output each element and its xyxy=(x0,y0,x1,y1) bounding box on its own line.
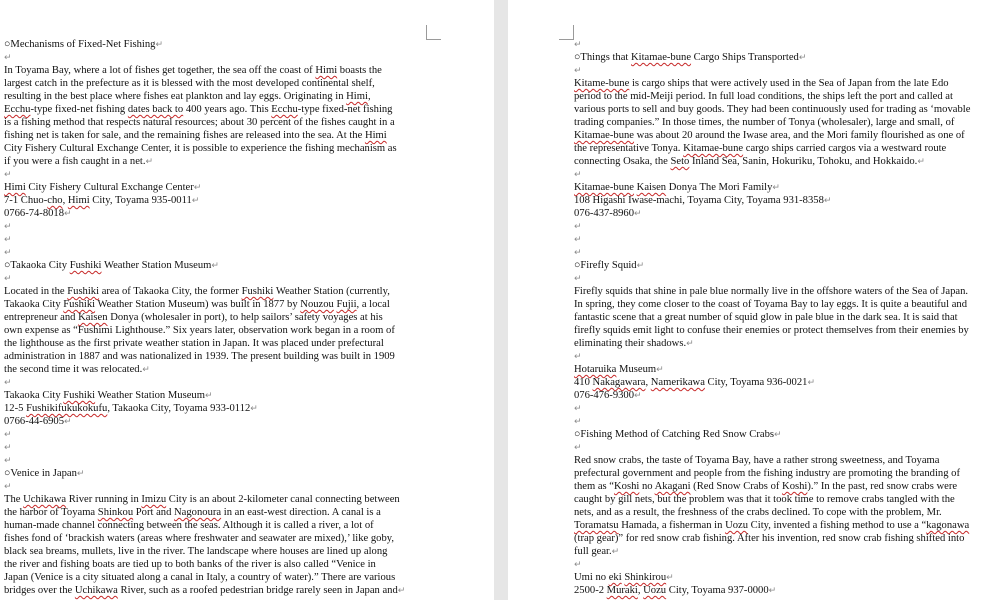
paragraph-mark: ↵ xyxy=(574,443,582,453)
paragraph-mark: ↵ xyxy=(250,404,258,414)
address-line: 2500-2 Muraki, Uozu City, Toyama 937-0000↵ xyxy=(574,585,777,596)
paragraph-mark: ↵ xyxy=(574,222,582,232)
paragraph-mark: ↵ xyxy=(656,365,664,375)
paragraph-mark: ↵ xyxy=(145,157,154,167)
paragraph-line: caught by gill nets, but the problem was that it took time to remove crabs tangled with the xyxy=(574,494,955,505)
paragraph-line: fantastic scene that a great number of squid glow in pale blue in the dark sea. It is said that xyxy=(574,312,958,323)
address-line: 7-1 Chuo-cho, Himi City, Toyama 935-0011↵ xyxy=(4,195,200,206)
paragraph-mark: ↵ xyxy=(774,430,782,440)
empty-paragraph xyxy=(4,168,424,181)
paragraph-mark: ↵ xyxy=(4,235,12,245)
empty-paragraph xyxy=(574,38,1000,51)
paragraph-line: Kitamae-bune was about 20 around the Iwase area, and the Mori family flourished as one of xyxy=(574,130,965,141)
address-line: 0766-44-6905↵ xyxy=(4,416,72,427)
empty-paragraph xyxy=(4,233,424,246)
paragraph-mark: ↵ xyxy=(666,573,674,583)
address-line: Hotaruika Museum↵ xyxy=(574,364,664,375)
empty-paragraph xyxy=(4,428,424,441)
section-heading: ○Mechanisms of Fixed-Net Fishing↵ xyxy=(4,39,164,50)
empty-paragraph xyxy=(574,272,1000,285)
paragraph-mark: ↵ xyxy=(574,170,582,180)
paragraph-mark: ↵ xyxy=(4,170,12,180)
address-line: 0766-74-8018↵ xyxy=(4,208,72,219)
paragraph-mark: ↵ xyxy=(917,157,925,167)
address-line: Kitamae-bune Kaisen Donya The Mori Family↵ xyxy=(574,182,780,193)
paragraph-mark: ↵ xyxy=(574,404,582,414)
section-heading: ○Things that Kitamae-bune Cargo Ships Transported↵ xyxy=(574,52,807,63)
paragraph-line: the river and fishing boats are tied up to both banks of the river is also called “Venice in xyxy=(4,559,376,570)
address-line: 410 Nakagawara, Namerikawa City, Toyama 936-0021↵ xyxy=(574,377,815,388)
empty-paragraph xyxy=(574,415,1000,428)
paragraph-line: nets, and as a result, the freshness of the crabs declined. To cope with the problem, Mr. xyxy=(574,507,942,518)
section-heading: ○Venice in Japan↵ xyxy=(4,468,85,479)
margin-corner-mark xyxy=(426,25,441,40)
section-heading: ○Firefly Squid↵ xyxy=(574,260,645,271)
empty-paragraph xyxy=(4,220,424,233)
paragraph-mark: ↵ xyxy=(4,53,12,63)
paragraph-line: trading companies.” In those times, the number of Tonya (wholesaler), large and small, of xyxy=(574,117,955,128)
paragraph-mark: ↵ xyxy=(204,391,213,401)
paragraph-mark: ↵ xyxy=(4,378,12,388)
paragraph-mark: ↵ xyxy=(574,248,582,258)
paragraph-mark: ↵ xyxy=(4,443,12,453)
margin-corner-mark xyxy=(559,25,574,40)
paragraph-mark: ↵ xyxy=(4,430,12,440)
paragraph-mark: ↵ xyxy=(574,274,582,284)
paragraph-mark: ↵ xyxy=(807,378,815,388)
empty-paragraph xyxy=(4,480,424,493)
paragraph-mark: ↵ xyxy=(686,339,694,349)
paragraph-line: Red snow crabs, the taste of Toyama Bay, have a rather strong sweetness, and Toyama xyxy=(574,455,940,466)
section-heading: ○Fishing Method of Catching Red Snow Crabs↵ xyxy=(574,429,782,440)
paragraph-line: is a fishing method that respects natural resources; about 30 percent of the fishes caught in a xyxy=(4,117,395,128)
empty-paragraph xyxy=(574,246,1000,259)
paragraph-line: the second time it was relocated.↵ xyxy=(4,364,150,375)
paragraph-mark: ↵ xyxy=(574,66,582,76)
empty-paragraph xyxy=(4,376,424,389)
paragraph-line: Takaoka City Fushiki Weather Station Museum) was built in 1877 by Nouzou Fujii, a local xyxy=(4,299,390,310)
paragraph-line: if you were a fish caught in a net.↵ xyxy=(4,156,154,167)
empty-paragraph xyxy=(574,558,1000,571)
empty-paragraph xyxy=(4,441,424,454)
paragraph-mark: ↵ xyxy=(193,183,202,193)
paragraph-mark: ↵ xyxy=(76,469,85,479)
address-line: 108 Higashi Iwase-machi, Toyama City, Toyama 931-8358↵ xyxy=(574,195,832,206)
paragraph-mark: ↵ xyxy=(4,274,12,284)
paragraph-line: prefectural government and people from the fishing industry are promoting the branding of xyxy=(574,468,960,479)
section-heading: ○Takaoka City Fushiki Weather Station Museum↵ xyxy=(4,260,219,271)
paragraph-line: (trap gear)” for red snow crab fishing. After his invention, red snow crab fishing shifted into xyxy=(574,533,965,544)
paragraph-mark: ↵ xyxy=(397,586,406,596)
paragraph-mark: ↵ xyxy=(574,235,582,245)
empty-paragraph xyxy=(574,220,1000,233)
empty-paragraph xyxy=(4,454,424,467)
paragraph-line: full gear.↵ xyxy=(574,546,620,557)
paragraph-line: fishing net is taken for sale, and the remaining fishes are released into the sea. At the Himi xyxy=(4,130,387,141)
paragraph-line: own expense as “Fushimi Lighthouse.” Six years later, observation work began in a room of xyxy=(4,325,395,336)
paragraph-line: In Toyama Bay, where a lot of fishes get together, the sea off the coast of Himi boasts the xyxy=(4,65,382,76)
paragraph-line: bridges over the Uchikawa River, such as a roofed pedestrian bridge rarely seen in Japan and↵ xyxy=(4,585,406,596)
paragraph-mark: ↵ xyxy=(191,196,200,206)
paragraph-line: them as “Koshi no Akagani (Red Snow Crabs of Koshi).” In the past, red snow crabs were xyxy=(574,481,958,492)
paragraph-mark: ↵ xyxy=(4,456,12,466)
empty-paragraph xyxy=(574,168,1000,181)
paragraph-line: various ports to sell and buy goods. They had been continuously used for trading as ‘movable xyxy=(574,104,971,115)
empty-paragraph xyxy=(574,233,1000,246)
paragraph-mark: ↵ xyxy=(574,417,582,427)
paragraph-line: human-made channel connecting between the seas. Although it is called a river, a lot of xyxy=(4,520,374,531)
paragraph-line: administration in 1887 and was nationalized in 1939. The present building was built in 1909 xyxy=(4,351,395,362)
paragraph-line: fishes fond of ‘brackish waters (areas where freshwater and seawater are mixed),’ like goby, xyxy=(4,533,395,544)
address-line: Himi City Fishery Cultural Exchange Center↵ xyxy=(4,182,202,193)
paragraph-mark: ↵ xyxy=(798,53,807,63)
paragraph-line: the lighthouse as the first private weather station in Japan. It was placed under prefectural xyxy=(4,338,384,349)
paragraph-mark: ↵ xyxy=(636,261,645,271)
empty-paragraph xyxy=(574,402,1000,415)
paragraph-line: black sea breams, mullets, live in the river. The landscape where houses are lined up along xyxy=(4,546,388,557)
paragraph-mark: ↵ xyxy=(211,261,219,271)
paragraph-line: the harbor of Toyama Shinkou Port and Nagonoura in an east-west direction. A canal is a xyxy=(4,507,381,518)
address-line: 076-437-8960↵ xyxy=(574,208,642,219)
paragraph-mark: ↵ xyxy=(611,547,620,557)
paragraph-line: eliminating their shadows.↵ xyxy=(574,338,694,349)
paragraph-mark: ↵ xyxy=(64,417,72,427)
paragraph-mark: ↵ xyxy=(823,196,832,206)
paragraph-line: Toramatsu Hamada, a fisherman in Uozu City, invented a fishing method to use a “kagonawa xyxy=(574,520,970,531)
empty-paragraph xyxy=(4,246,424,259)
paragraph-line: connecting Osaka, the Seto Inland Sea, Sanin, Hokuriku, Tohoku, and Hokkaido.↵ xyxy=(574,156,925,167)
page-body[interactable] xyxy=(4,38,424,597)
empty-paragraph xyxy=(574,64,1000,77)
paragraph-line: largest catch in the prefecture as it is blessed with the most developed continental shelf, xyxy=(4,78,375,89)
empty-paragraph xyxy=(4,272,424,285)
paragraph-line: Kitame-bune is cargo ships that were actively used in the Sea of Japan from the late Edo xyxy=(574,78,949,89)
paragraph-mark: ↵ xyxy=(142,365,150,375)
paragraph-line: The Uchikawa River running in Imizu City is an about 2-kilometer canal connecting between xyxy=(4,494,400,505)
paragraph-mark: ↵ xyxy=(634,391,642,401)
address-line: Umi no eki Shinkirou↵ xyxy=(574,572,674,583)
paragraph-mark: ↵ xyxy=(4,222,12,232)
address-line: 12-5 Fushikifukukokufu, Takaoka City, Toyama 933-0112↵ xyxy=(4,403,258,414)
paragraph-line: the representative Tonya. Kitamae-bune cargo ships carried cargos via a westward route xyxy=(574,143,947,154)
paragraph-mark: ↵ xyxy=(634,209,642,219)
document-page-right[interactable] xyxy=(508,0,1000,600)
paragraph-mark: ↵ xyxy=(772,183,780,193)
paragraph-line: Ecchu-type fixed-net fishing dates back to 400 years ago. This Ecchu-type fixed-net fishing xyxy=(4,104,393,115)
paragraph-mark: ↵ xyxy=(4,482,12,492)
paragraph-mark: ↵ xyxy=(574,40,582,50)
paragraph-line: entrepreneur and Kaisen Donya (wholesaler in port), to help sailors’ safety voyages at his xyxy=(4,312,383,323)
paragraph-line: Japan (Venice is a city situated along a canal in Italy, a country of water).” There are various xyxy=(4,572,396,583)
paragraph-line: In spring, they come closer to the coast of Toyama Bay to lay eggs. It is quite a beautiful and xyxy=(574,299,967,310)
paragraph-mark: ↵ xyxy=(155,40,164,50)
paragraph-line: resulting in the best place where fishes eat plankton and lay eggs. Originating in Himi, xyxy=(4,91,371,102)
paragraph-mark: ↵ xyxy=(768,586,777,596)
address-line: Takaoka City Fushiki Weather Station Museum↵ xyxy=(4,390,213,401)
paragraph-mark: ↵ xyxy=(574,352,582,362)
empty-paragraph xyxy=(574,441,1000,454)
address-line: 076-476-9300↵ xyxy=(574,390,642,401)
paragraph-mark: ↵ xyxy=(64,209,72,219)
paragraph-mark: ↵ xyxy=(4,248,12,258)
paragraph-line: firefly squids emit light to confuse their enemies or protect themselves from their enemies by xyxy=(574,325,969,336)
document-page-left[interactable] xyxy=(0,0,494,600)
empty-paragraph xyxy=(574,350,1000,363)
paragraph-mark: ↵ xyxy=(574,560,582,570)
paragraph-line: period to the mid-Meiji period. In full load conditions, the ships left the port and called at xyxy=(574,91,953,102)
paragraph-line: Firefly squids that shine in pale blue normally live in the offshore waters of the Sea of Japan. xyxy=(574,286,969,297)
paragraph-line: Located in the Fushiki area of Takaoka City, the former Fushiki Weather Station (currently, xyxy=(4,286,390,297)
empty-paragraph xyxy=(4,51,424,64)
paragraph-line: City Fishery Cultural Exchange Center, it is possible to experience the fishing mechanism as xyxy=(4,143,397,154)
page-body[interactable] xyxy=(574,38,1000,597)
